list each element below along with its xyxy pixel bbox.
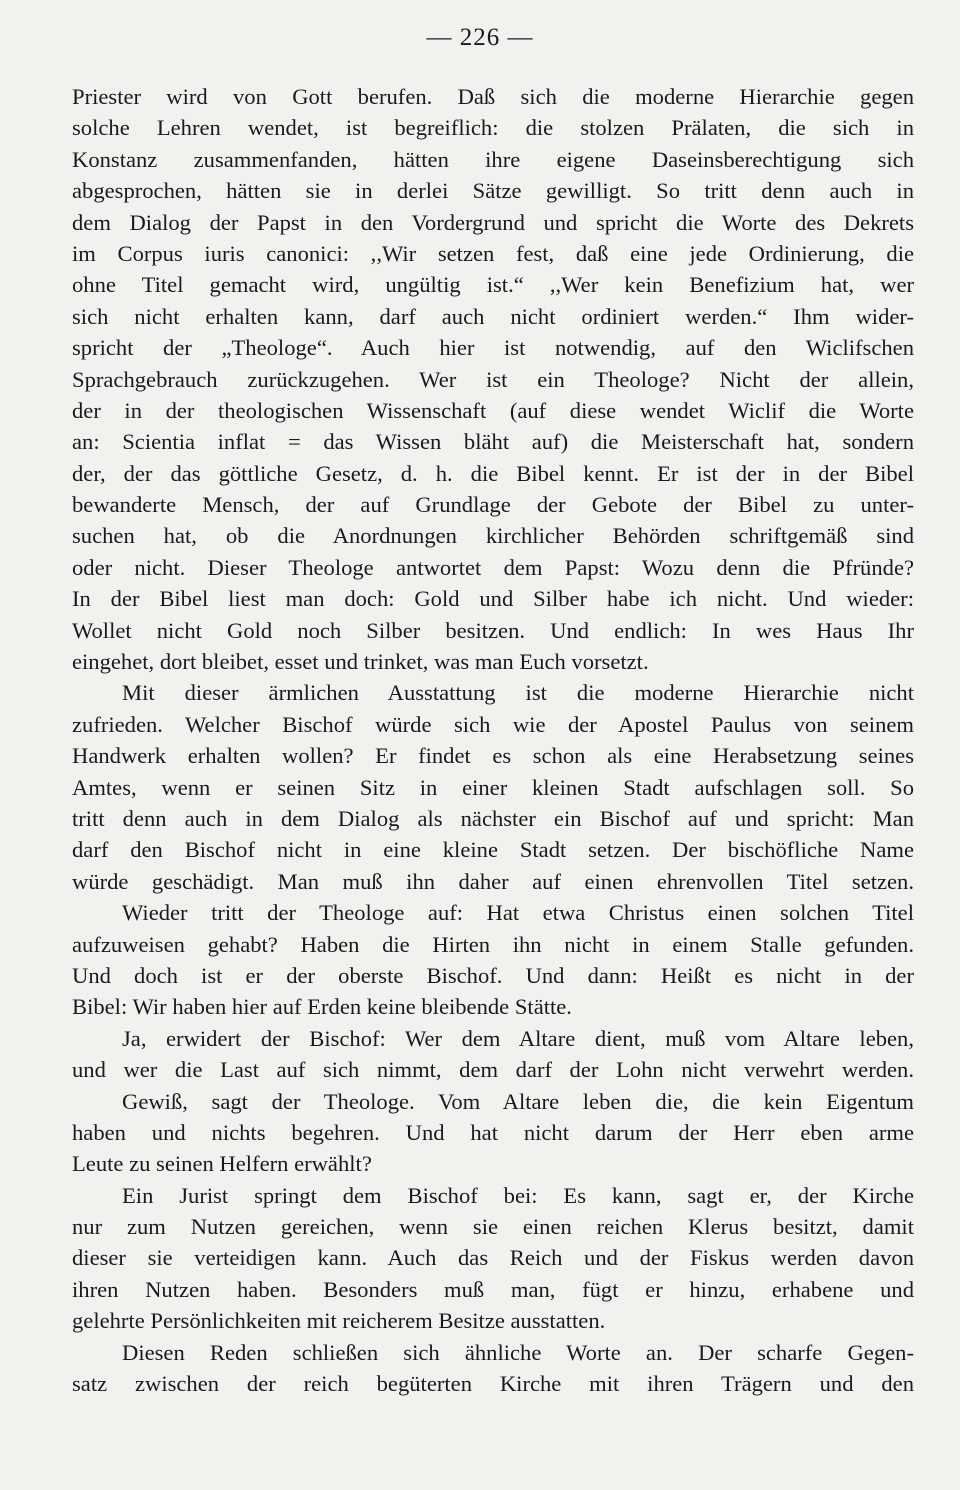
text-line: bewanderte Mensch, der auf Grundlage der Gebote der Bibel zu unter- <box>72 492 914 518</box>
text-line: gelehrte Persönlichkeiten mit reicherem Besitze ausstatten. <box>72 1308 606 1334</box>
text-line: nur zum Nutzen gereichen, wenn sie einen reichen Klerus besitzt, damit <box>72 1214 914 1240</box>
text-line: zufrieden. Welcher Bischof würde sich wie der Apostel Paulus von seinem <box>72 711 914 737</box>
text-line: eingehet, dort bleibet, esset und trinket, was man Euch vorsetzt. <box>72 649 649 675</box>
text-line: Ja, erwidert der Bischof: Wer dem Altare dient, muß vom Altare leben, <box>122 1025 914 1051</box>
text-line: Bibel: Wir haben hier auf Erden keine bleibende Stätte. <box>72 994 572 1020</box>
text-line: dem Dialog der Papst in den Vordergrund und spricht die Worte des Dekrets <box>72 209 914 235</box>
text-line: dieser sie verteidigen kann. Auch das Reich und der Fiskus werden davon <box>72 1245 914 1271</box>
page-body <box>72 81 914 1399</box>
text-line: sich nicht erhalten kann, darf auch nicht ordiniert werden.“ Ihm wider- <box>72 303 914 329</box>
text-line: tritt denn auch in dem Dialog als nächster ein Bischof auf und spricht: Man <box>72 805 914 831</box>
text-line: Diesen Reden schließen sich ähnliche Worte an. Der scharfe Gegen- <box>122 1339 914 1365</box>
text-line: oder nicht. Dieser Theologe antwortet dem Papst: Wozu denn die Pfründe? <box>72 554 914 580</box>
text-line: Handwerk erhalten wollen? Er findet es schon als eine Herabsetzung seines <box>72 743 914 769</box>
text-line: spricht der „Theologe“. Auch hier ist notwendig, auf den Wiclifschen <box>72 335 914 361</box>
text-line: der, der das göttliche Gesetz, d. h. die Bibel kennt. Er ist der in der Bibel <box>72 460 914 486</box>
text-line: an: Scientia inflat = das Wissen bläht auf) die Meisterschaft hat, sondern <box>72 429 914 455</box>
text-line: würde geschädigt. Man muß ihn daher auf einen ehrenvollen Titel setzen. <box>72 868 914 894</box>
text-line: Gewiß, sagt der Theologe. Vom Altare leben die, die kein Eigentum <box>122 1088 914 1114</box>
text-line: In der Bibel liest man doch: Gold und Silber habe ich nicht. Und wieder: <box>72 586 914 612</box>
text-line: Ein Jurist springt dem Bischof bei: Es kann, sagt er, der Kirche <box>122 1182 914 1208</box>
text-line: Mit dieser ärmlichen Ausstattung ist die moderne Hierarchie nicht <box>122 680 914 706</box>
text-line: der in der theologischen Wissenschaft (auf diese wendet Wiclif die Worte <box>72 397 914 423</box>
text-line: solche Lehren wendet, ist begreiflich: die stolzen Prälaten, die sich in <box>72 115 914 141</box>
text-line: Und doch ist er der oberste Bischof. Und dann: Heißt es nicht in der <box>72 962 914 988</box>
text-line: ihren Nutzen haben. Besonders muß man, fügt er hinzu, erhabene und <box>72 1276 914 1302</box>
text-line: und wer die Last auf sich nimmt, dem darf der Lohn nicht verwehrt werden. <box>72 1057 914 1083</box>
text-line: Amtes, wenn er seinen Sitz in einer kleinen Stadt aufschlagen soll. So <box>72 774 914 800</box>
text-line: haben und nichts begehren. Und hat nicht darum der Herr eben arme <box>72 1119 914 1145</box>
page-number: — 226 — <box>426 24 534 51</box>
text-line: Wollet nicht Gold noch Silber besitzen. Und endlich: In wes Haus Ihr <box>72 617 914 643</box>
text-line: Priester wird von Gott berufen. Daß sich die moderne Hierarchie gegen <box>72 84 914 109</box>
text-line: suchen hat, ob die Anordnungen kirchlicher Behörden schriftgemäß sind <box>72 523 914 549</box>
text-line: Konstanz zusammenfanden, hätten ihre eigene Daseinsberechtigung sich <box>72 146 914 172</box>
text-line: im Corpus iuris canonici: ,,Wir setzen fest, daß eine jede Ordinierung, die <box>72 240 914 266</box>
text-line: Sprachgebrauch zurückzugehen. Wer ist ein Theologe? Nicht der allein, <box>72 366 914 392</box>
text-line: abgesprochen, hätten sie in derlei Sätze gewilligt. So tritt denn auch in <box>72 178 914 204</box>
text-line: satz zwischen der reich begüterten Kirche mit ihren Trägern und den <box>72 1371 914 1397</box>
text-line: aufzuweisen gehabt? Haben die Hirten ihn nicht in einem Stalle gefunden. <box>72 931 914 957</box>
text-line: Wieder tritt der Theologe auf: Hat etwa Christus einen solchen Titel <box>122 900 914 926</box>
text-line: ohne Titel gemacht wird, ungültig ist.“ ,,Wer kein Benefizium hat, wer <box>72 272 914 298</box>
text-line: Leute zu seinen Helfern erwählt? <box>72 1151 372 1177</box>
text-line: darf den Bischof nicht in eine kleine Stadt setzen. Der bischöfliche Name <box>72 837 914 863</box>
